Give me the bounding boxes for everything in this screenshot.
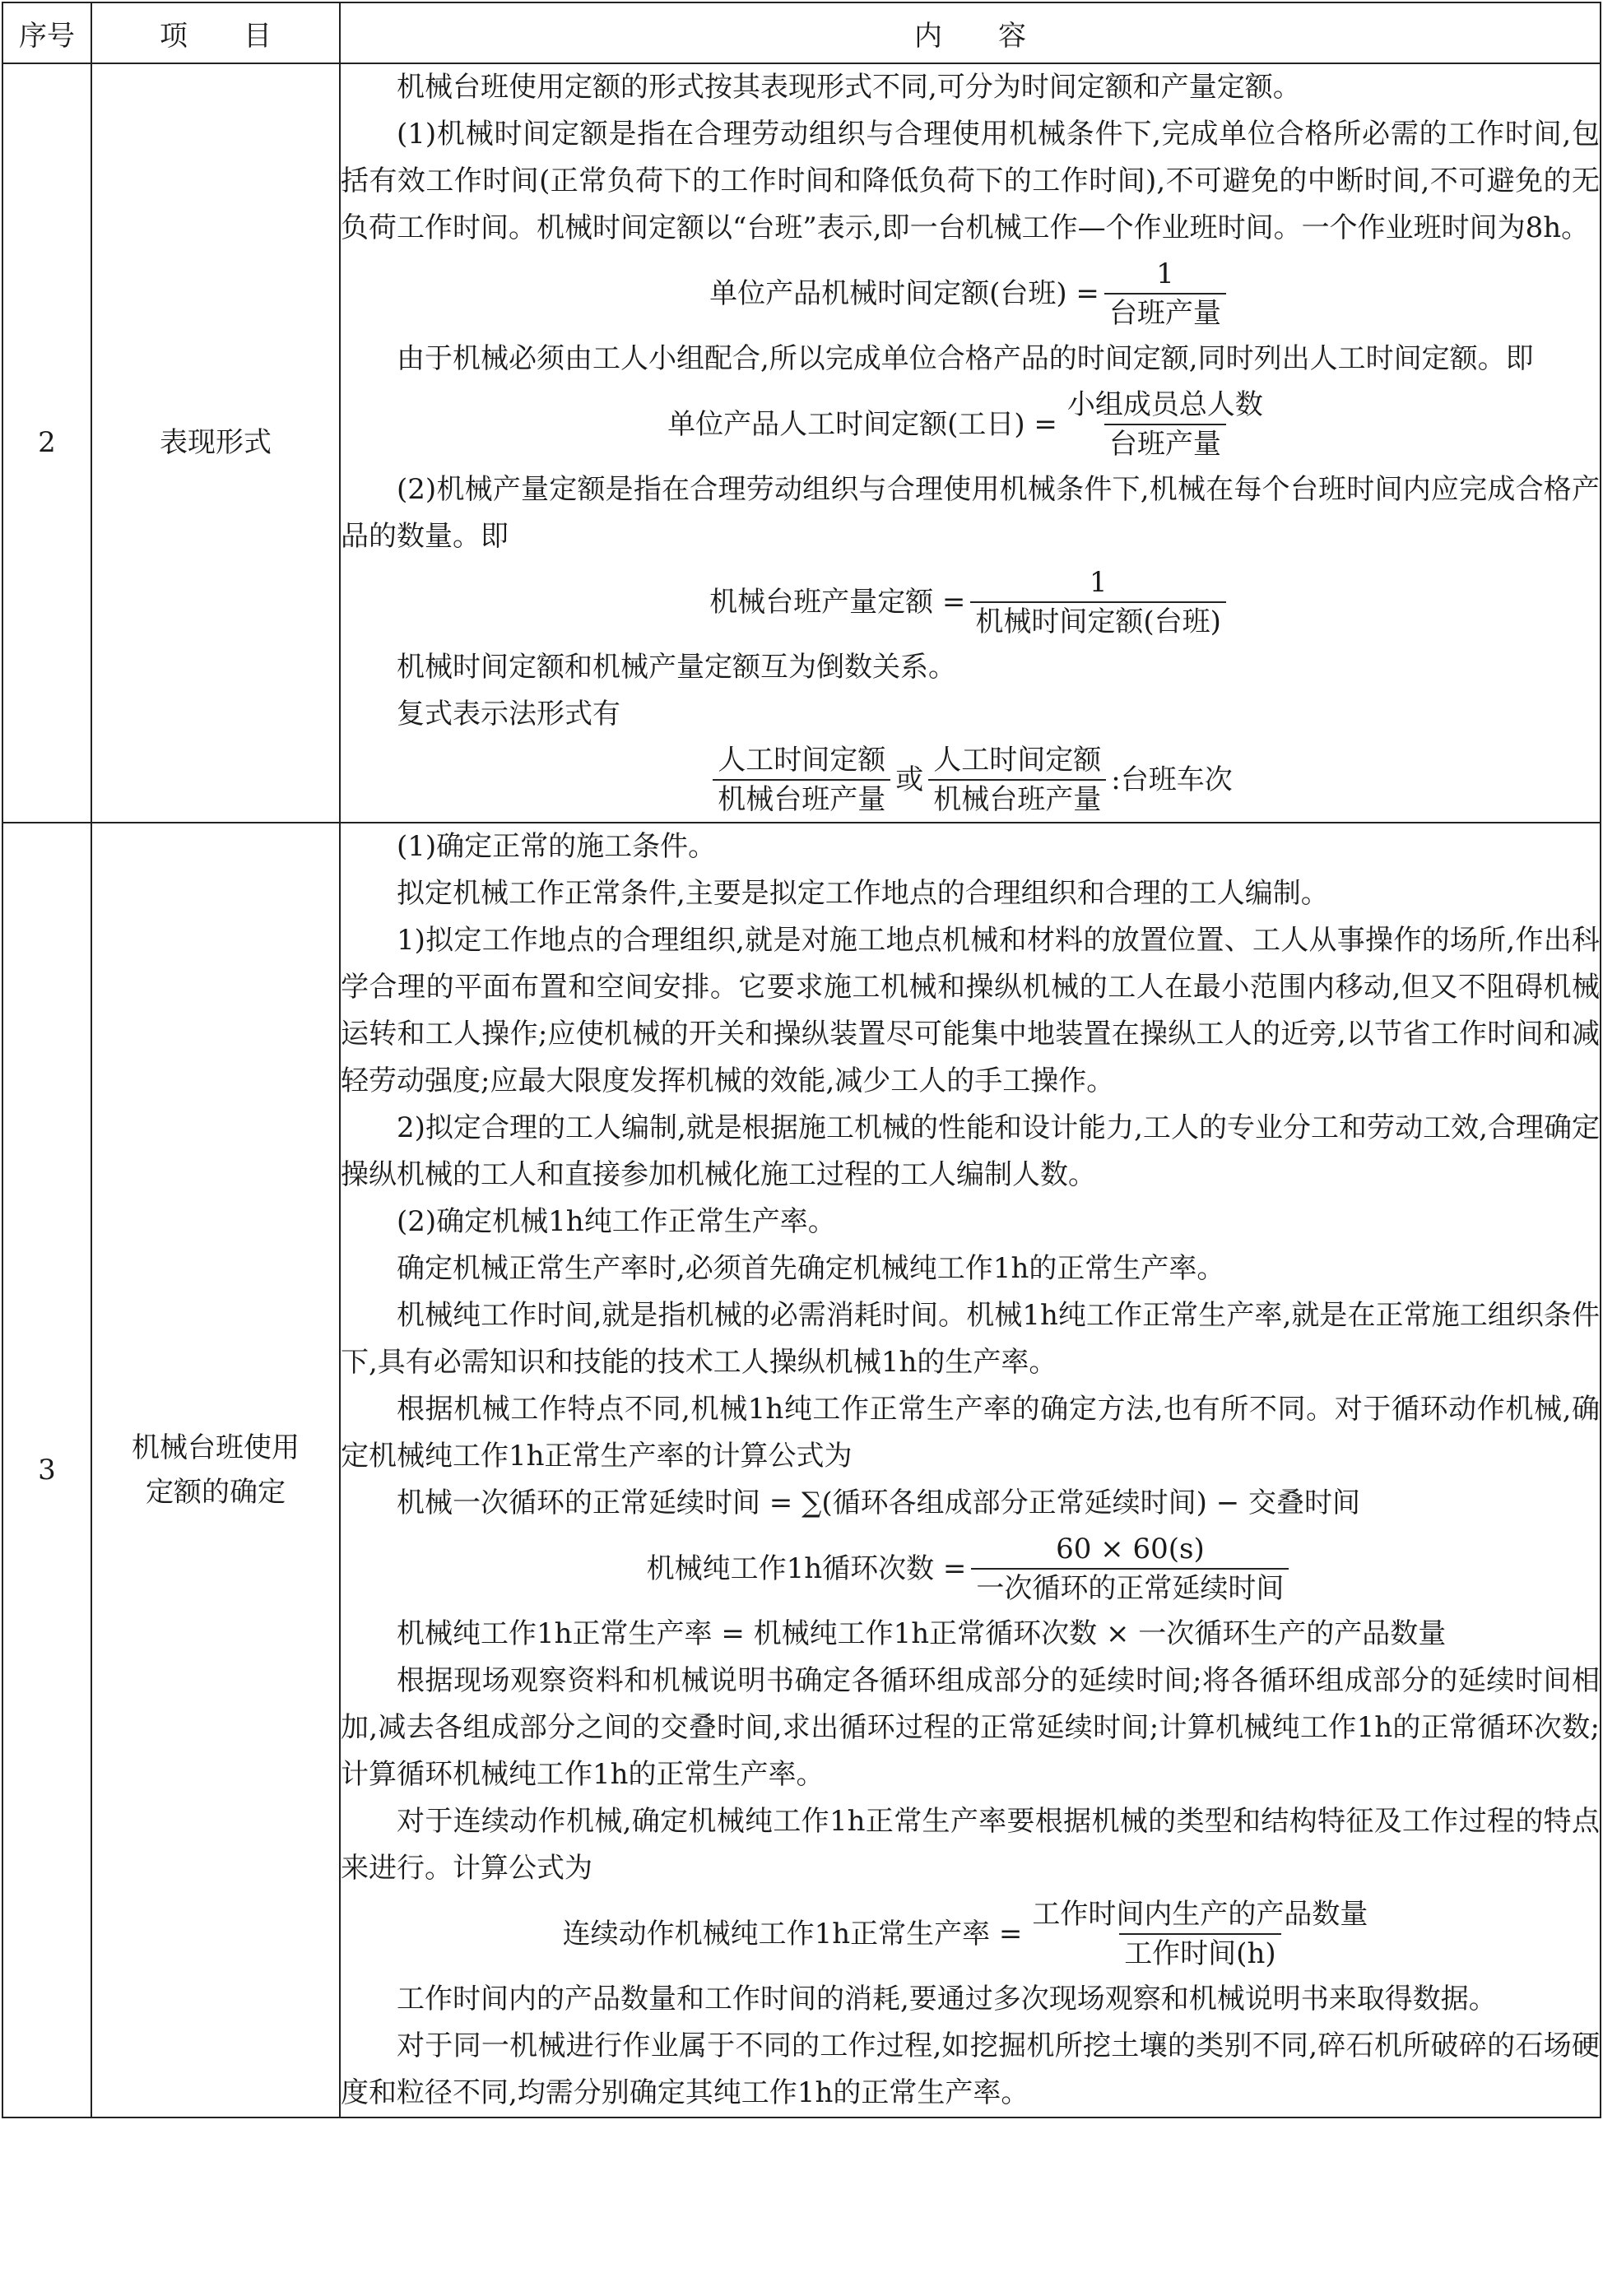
header-item: 项 目: [91, 2, 340, 63]
paragraph: 根据现场观察资料和机械说明书确定各循环组成部分的延续时间;将各循环组成部分的延续时间相加,减去各组成部分之间的交叠时间,求出循环过程的正常延续时间;计算机械纯工作1h的正常循环次数;计算循环机械纯工作1h的正常生产率。: [341, 1664, 1600, 1791]
denominator: 一次循环的正常延续时间: [971, 1568, 1289, 1606]
denominator: 台班产量: [1104, 293, 1226, 331]
formula-tail: :台班车次: [1111, 763, 1233, 796]
denominator: 机械台班产量: [713, 779, 890, 817]
row-content: [340, 823, 1601, 2117]
fraction: [970, 565, 1226, 639]
content-table: [2, 2, 1601, 2118]
paragraph: 机械台班使用定额的形式按其表现形式不同,可分为时间定额和产量定额。: [397, 71, 1301, 104]
header-content: 内 容: [340, 2, 1601, 63]
paragraph: 对于同一机械进行作业属于不同的工作过程,如挖掘机所挖土壤的类别不同,碎石机所破碎的石场硬度和粒径不同,均需分别确定其纯工作1h的正常生产率。: [341, 2029, 1600, 2109]
numerator: 人工时间定额: [933, 744, 1102, 777]
paragraph: (2)机械产量定额是指在合理劳动组织与合理使用机械条件下,机械在每个台班时间内应完成合格产品的数量。即: [341, 473, 1600, 553]
numerator: 人工时间定额: [718, 744, 886, 777]
formula-labor-time: [341, 387, 1600, 462]
formula-compound: [341, 743, 1600, 817]
paragraph: (1)机械时间定额是指在合理劳动组织与合理使用机械条件下,完成单位合格所必需的工作时间,包括有效工作时间(正常负荷下的工作时间和降低负荷下的工作时间),不可避免的中断时间,不可避免的无负荷工作时间。机械时间定额以“台班”表示,即一台机械工作—个作业班时间。一个作业班时间为8h。: [341, 118, 1600, 244]
fraction: [1062, 387, 1268, 462]
paragraph: 工作时间内的产品数量和工作时间的消耗,要通过多次现场观察和机械说明书来取得数据。: [397, 1983, 1497, 2015]
paragraph: 由于机械必须由工人小组配合,所以完成单位合格产品的时间定额,同时列出人工时间定额。即: [397, 342, 1534, 375]
formula-left: 连续动作机械纯工作1h正常生产率 =: [562, 1918, 1023, 1950]
formula-left: 机械纯工作1h循环次数 =: [646, 1552, 967, 1585]
denominator: 台班产量: [1104, 424, 1226, 462]
denominator: 工作时间(h): [1119, 1933, 1280, 1971]
paragraph: 机械纯工作时间,就是指机械的必需消耗时间。机械1h纯工作正常生产率,就是在正常施工组织条件下,具有必需知识和技能的技术工人操纵机械1h的生产率。: [341, 1299, 1600, 1379]
paragraph: 机械时间定额和机械产量定额互为倒数关系。: [397, 651, 956, 684]
row-number: 2: [2, 63, 91, 823]
denominator: 机械时间定额(台班): [970, 601, 1226, 639]
fraction: [1104, 257, 1226, 331]
formula-continuous: [341, 1897, 1600, 1971]
numerator: 1: [1089, 566, 1108, 599]
denominator: 机械台班产量: [928, 779, 1106, 817]
paragraph: 对于连续动作机械,确定机械纯工作1h正常生产率要根据机械的类型和结构特征及工作过程的特点来进行。计算公式为: [341, 1805, 1600, 1885]
header-row: [2, 2, 1601, 63]
paragraph: 根据机械工作特点不同,机械1h纯工作正常生产率的确定方法,也有所不同。对于循环动作机械,确定机械纯工作1h正常生产率的计算公式为: [341, 1393, 1600, 1473]
paragraph: 拟定机械工作正常条件,主要是拟定工作地点的合理组织和合理的工人编制。: [397, 877, 1329, 910]
row-item-line: 定额的确定: [146, 1476, 286, 1509]
formula-cycle-count: [341, 1532, 1600, 1606]
paragraph: 机械一次循环的正常延续时间 = ∑(循环各组成部分正常延续时间) − 交叠时间: [397, 1487, 1361, 1519]
paragraph: 机械纯工作1h正常生产率 = 机械纯工作1h正常循环次数 × 一次循环生产的产品数量: [397, 1617, 1447, 1650]
fraction: [928, 743, 1106, 817]
numerator: 60 × 60(s): [1056, 1533, 1205, 1565]
row-item: [91, 823, 340, 2117]
formula-left: 单位产品机械时间定额(台班) =: [709, 277, 1099, 310]
table-row-2: [2, 63, 1601, 823]
numerator: 小组成员总人数: [1066, 388, 1263, 421]
row-item-line: 机械台班使用: [132, 1431, 300, 1464]
formula-output: [341, 565, 1600, 639]
row-item: 表现形式: [91, 63, 340, 823]
paragraph: 复式表示法形式有: [397, 698, 620, 731]
table-row-3: [2, 823, 1601, 2117]
formula-left: 单位产品人工时间定额(工日) =: [667, 408, 1057, 441]
paragraph: (1)确定正常的施工条件。: [397, 830, 717, 863]
formula-machine-time: [341, 257, 1600, 331]
paragraph: 1)拟定工作地点的合理组织,就是对施工地点机械和材料的放置位置、工人从事操作的场所,作出科学合理的平面布置和空间安排。它要求施工机械和操纵机械的工人在最小范围内移动,但又不阻碍机械运转和工人操作;应使机械的开关和操纵装置尽可能集中地装置在操纵工人的近旁,以节省工作时间和减轻劳动强度;应最大限度发挥机械的效能,减少工人的手工操作。: [341, 924, 1600, 1097]
fraction: [971, 1532, 1289, 1606]
numerator: 工作时间内生产的产品数量: [1032, 1898, 1368, 1931]
paragraph: (2)确定机械1h纯工作正常生产率。: [397, 1205, 836, 1238]
row-content: [340, 63, 1601, 823]
header-num: 序号: [2, 2, 91, 63]
paragraph: 确定机械正常生产率时,必须首先确定机械纯工作1h的正常生产率。: [397, 1252, 1225, 1285]
formula-or: 或: [895, 763, 924, 796]
numerator: 1: [1156, 257, 1174, 290]
fraction: [1027, 1897, 1373, 1971]
row-number: 3: [2, 823, 91, 2117]
paragraph: 2)拟定合理的工人编制,就是根据施工机械的性能和设计能力,工人的专业分工和劳动工效,合理确定操纵机械的工人和直接参加机械化施工过程的工人编制人数。: [341, 1111, 1600, 1191]
fraction: [713, 743, 890, 817]
formula-left: 机械台班产量定额 =: [709, 586, 966, 619]
